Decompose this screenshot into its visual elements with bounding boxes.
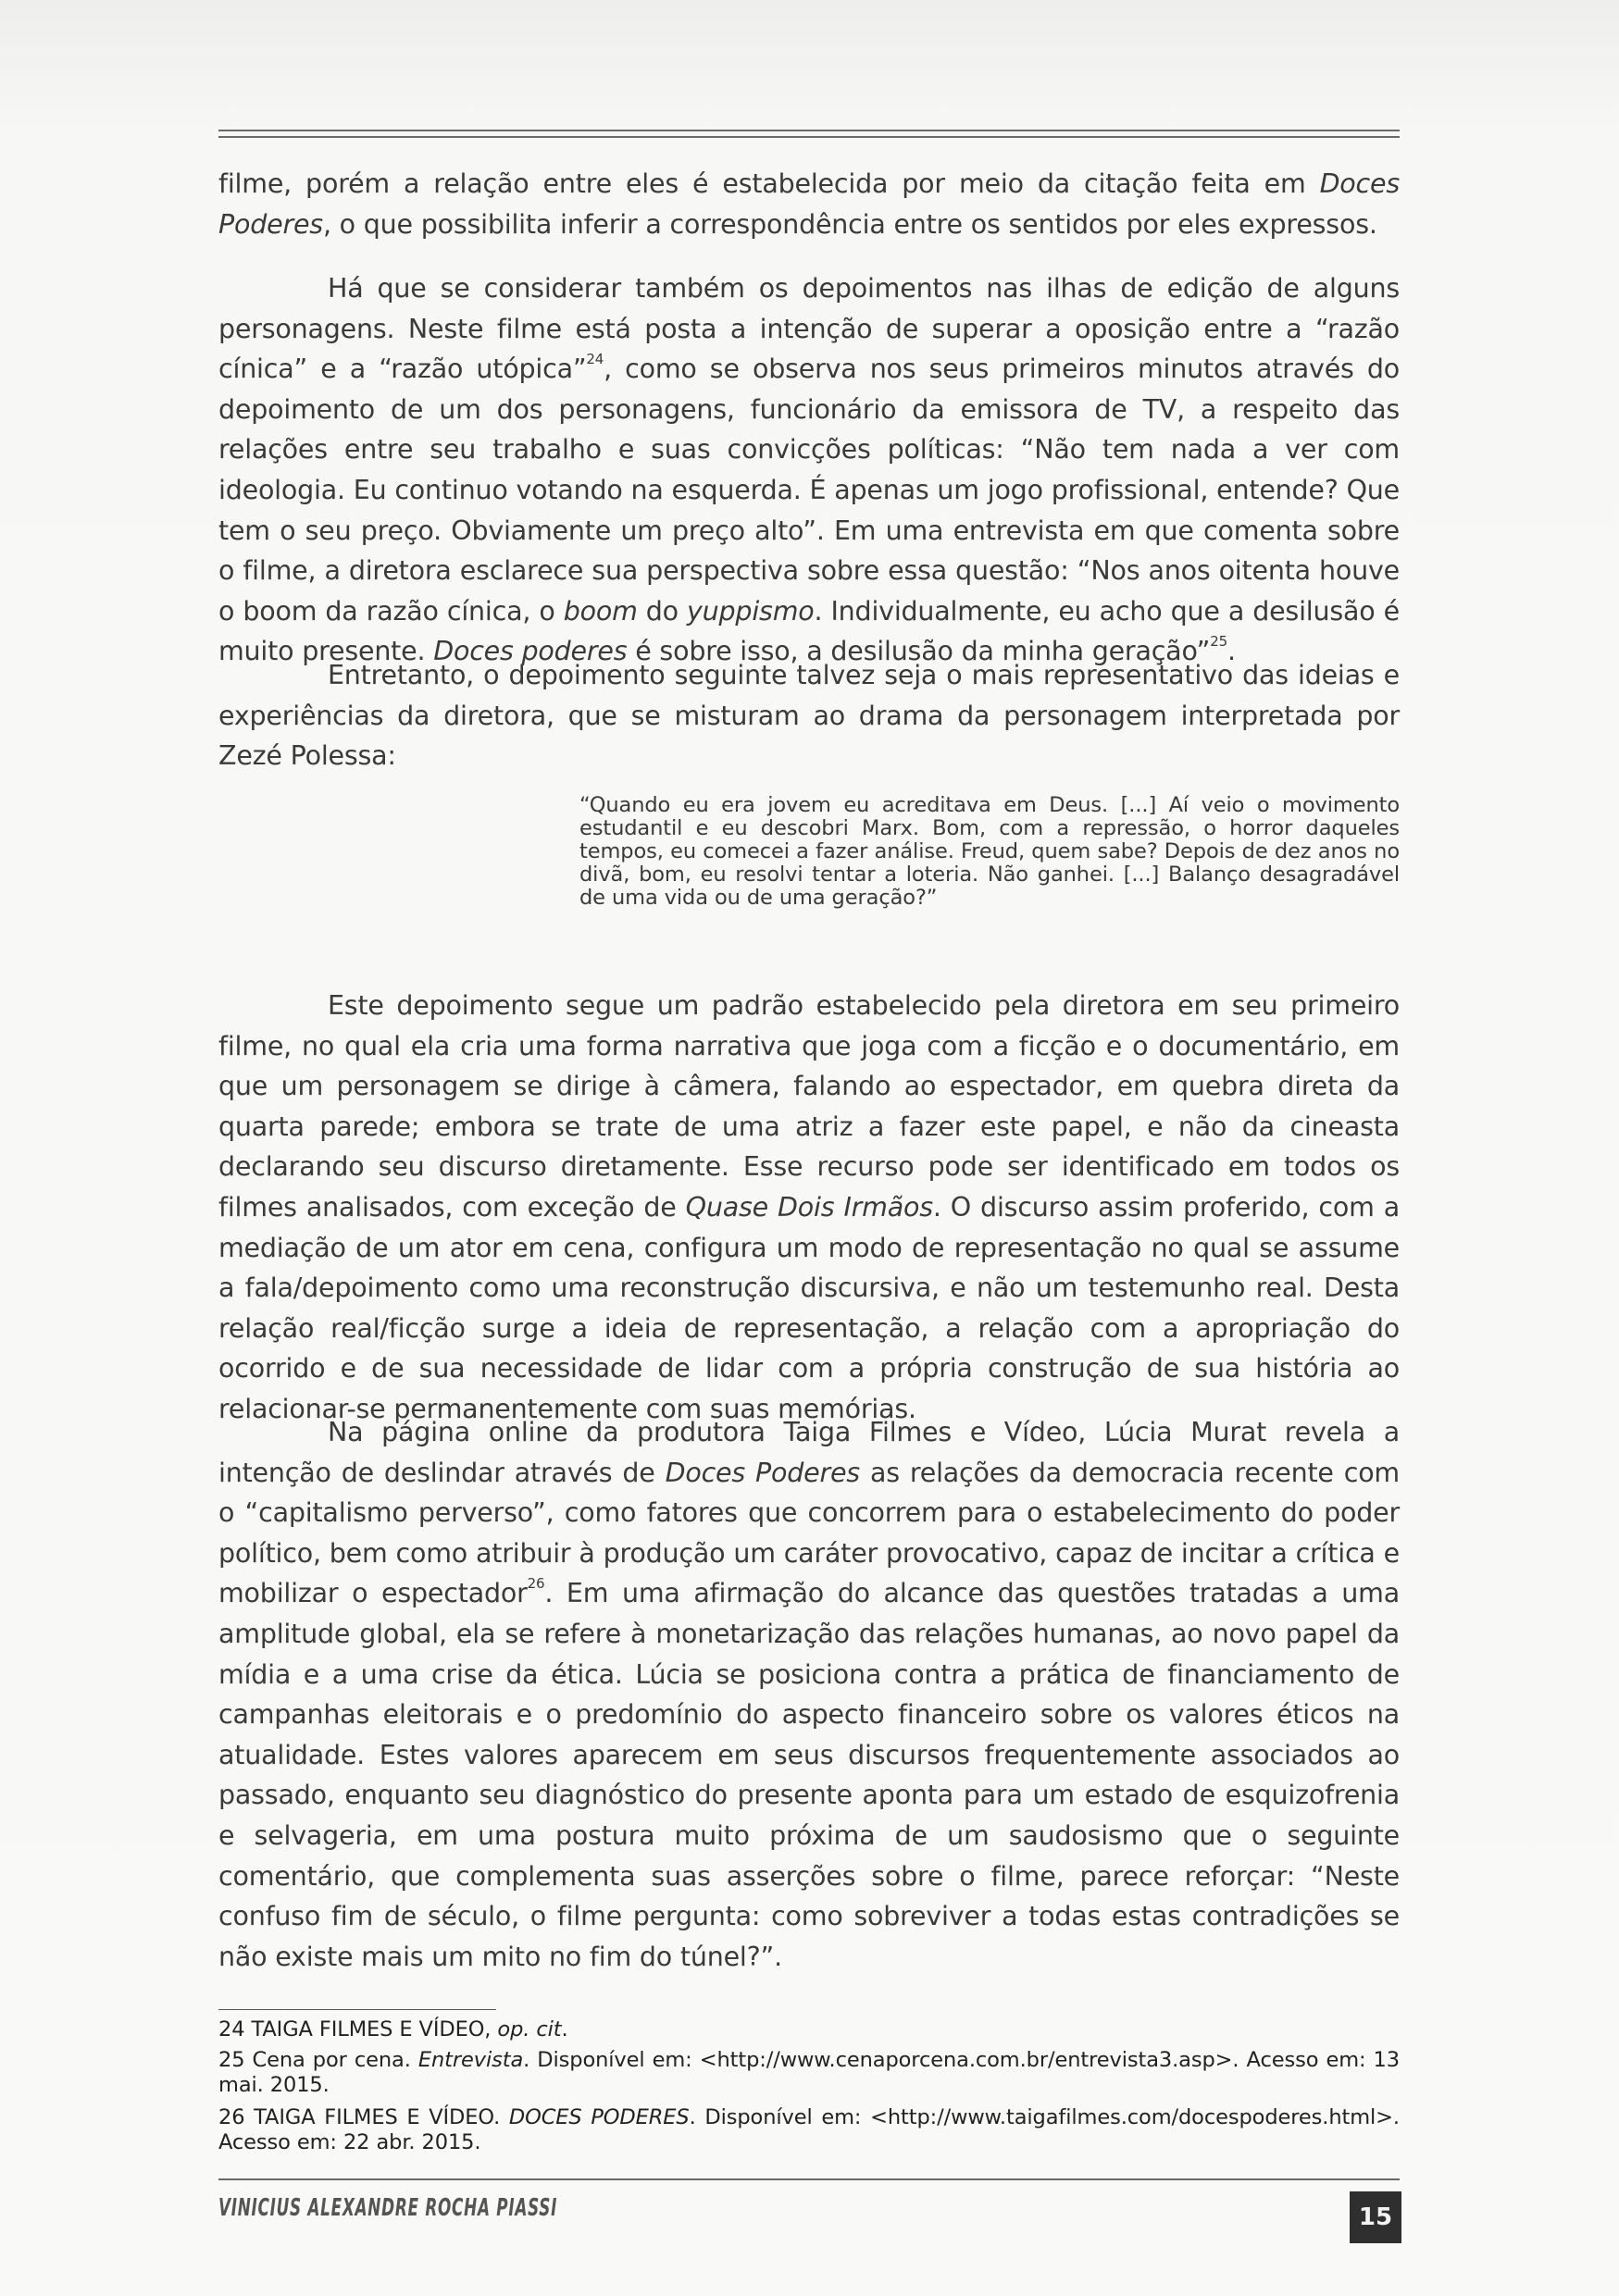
paragraph-2: Há que se considerar também os depoimentos nas ilhas de edição de alguns personagens. Neste filme está posta a intenção de superar a oposição entre a “razão cínica” e a “razão utópica”$^{24}$, como se observa nos seus primeiros minutos através do depoimento de um dos personagens, funcionário da emissora de TV, a respeito das relações entre seu trabalho e suas convicções políticas: “Não tem nada a ver com ideologia. Eu continuo votando na esquerda. É apenas um jogo profissional, entende? Que tem o seu preço. Obviamente um preço alto”. Em uma entrevista em que comenta sobre o filme, a diretora esclarece sua perspectiva sobre essa questão: “Nos anos oitenta houve o boom da razão cínica, o boom do yuppismo. Individualmente, eu acho que a desilusão é muito presente. Doces poderes é sobre isso, a desilusão da minha geração”$^{25}$. [218, 273, 1400, 667]
paragraph-4: Este depoimento segue um padrão estabelecido pela diretora em seu primeiro filme, no qual ela cria uma forma narrativa que joga com a ficção e o documentário, em que um personagem se dirige à câmera, falando ao espectador, em quebra direta da quarta parede; embora se trate de uma atriz a fazer este papel, e não da cineasta declarando seu discurso diretamente. Esse recurso pode ser identificado em todos os filmes analisados, com exceção de Quase Dois Irmãos. O discurso assim proferido, com a mediação de um ator em cena, configura um modo de representação no qual se assume a fala/depoimento como uma reconstrução discursiva, e não um testemunho real. Desta relação real/ficção surge a ideia de representação, a relação com a apropriação do ocorrido e de sua necessidade de lidar com a própria construção de sua história ao relacionar-se permanentemente com suas memórias. [218, 990, 1400, 1424]
header-double-rule [218, 130, 1400, 138]
footer-rule [218, 2178, 1400, 2180]
paragraph-1: filme, porém a relação entre eles é estabelecida por meio da citação feita em Doces Poderes, o que possibilita inferir a correspondência entre os sentidos por eles expressos. [218, 168, 1400, 240]
block-quote: “Quando eu era jovem eu acreditava em Deus. [...] Aí veio o movimento estudantil e eu descobri Marx. Bom, com a repressão, o horror daqueles tempos, eu comecei a fazer análise. Freud, quem sabe? Depois de dez anos no divã, bom, eu resolvi tentar a loteria. Não ganhei. [...] Balanço desagradável de uma vida ou de uma geração?” [579, 793, 1400, 910]
footnote-25: 25 Cena por cena. Entrevista. Disponível em: <http://www.cenaporcena.com.br/entrevista3.asp>. Acesso em: 13 mai. 2015. [218, 2048, 1400, 2097]
footnote-ref-24[interactable]: 24 [586, 351, 604, 368]
footnote-ref-26[interactable]: 26 [527, 1575, 545, 1593]
footnote-divider [218, 2009, 496, 2010]
paragraph-5: Na página online da produtora Taiga Filmes e Vídeo, Lúcia Murat revela a intenção de deslindar através de Doces Poderes as relações da democracia recente com o “capitalismo perverso”, como fatores que concorrem para o estabelecimento do poder político, bem como atribuir à produção um caráter provocativo, capaz de incitar a crítica e mobilizar o espectador$^{26}$. Em uma afirmação do alcance das questões tratadas a uma amplitude global, ela se refere à monetarização das relações humanas, ao novo papel da mídia e a uma crise da ética. Lúcia se posiciona contra a prática de financiamento de campanhas eleitorais e o predomínio do aspecto financeiro sobre os valores éticos na atualidade. Estes valores aparecem em seus discursos frequentemente associados ao passado, enquanto seu diagnóstico do presente aponta para um estado de esquizofrenia e selvageria, em uma postura muito próxima de um saudosismo que o seguinte comentário, que complementa suas asserções sobre o filme, parece reforçar: “Neste confuso fim de século, o filme pergunta: como sobreviver a todas estas contradições se não existe mais um mito no fim do túnel?”. [218, 1417, 1400, 1972]
footnote-ref-25[interactable]: 25 [1210, 633, 1227, 651]
page-number-badge: 15 [1350, 2191, 1401, 2243]
paragraph-3: Entretanto, o depoimento seguinte talvez seja o mais representativo das ideias e experiências da diretora, que se misturam ao drama da personagem interpretada por Zezé Polessa: [218, 660, 1400, 772]
footnote-24: 24 TAIGA FILMES E VÍDEO, op. cit. [218, 2017, 568, 2042]
footer-author: VINICIUS ALEXANDRE ROCHA PIASSI [218, 2194, 558, 2222]
film-title: Doces Poderes [218, 168, 1400, 240]
footnote-26: 26 TAIGA FILMES E VÍDEO. DOCES PODERES. Disponível em: <http://www.taigafilmes.com/docespoderes.html>. Acesso em: 22 abr. 2015. [218, 2105, 1400, 2154]
